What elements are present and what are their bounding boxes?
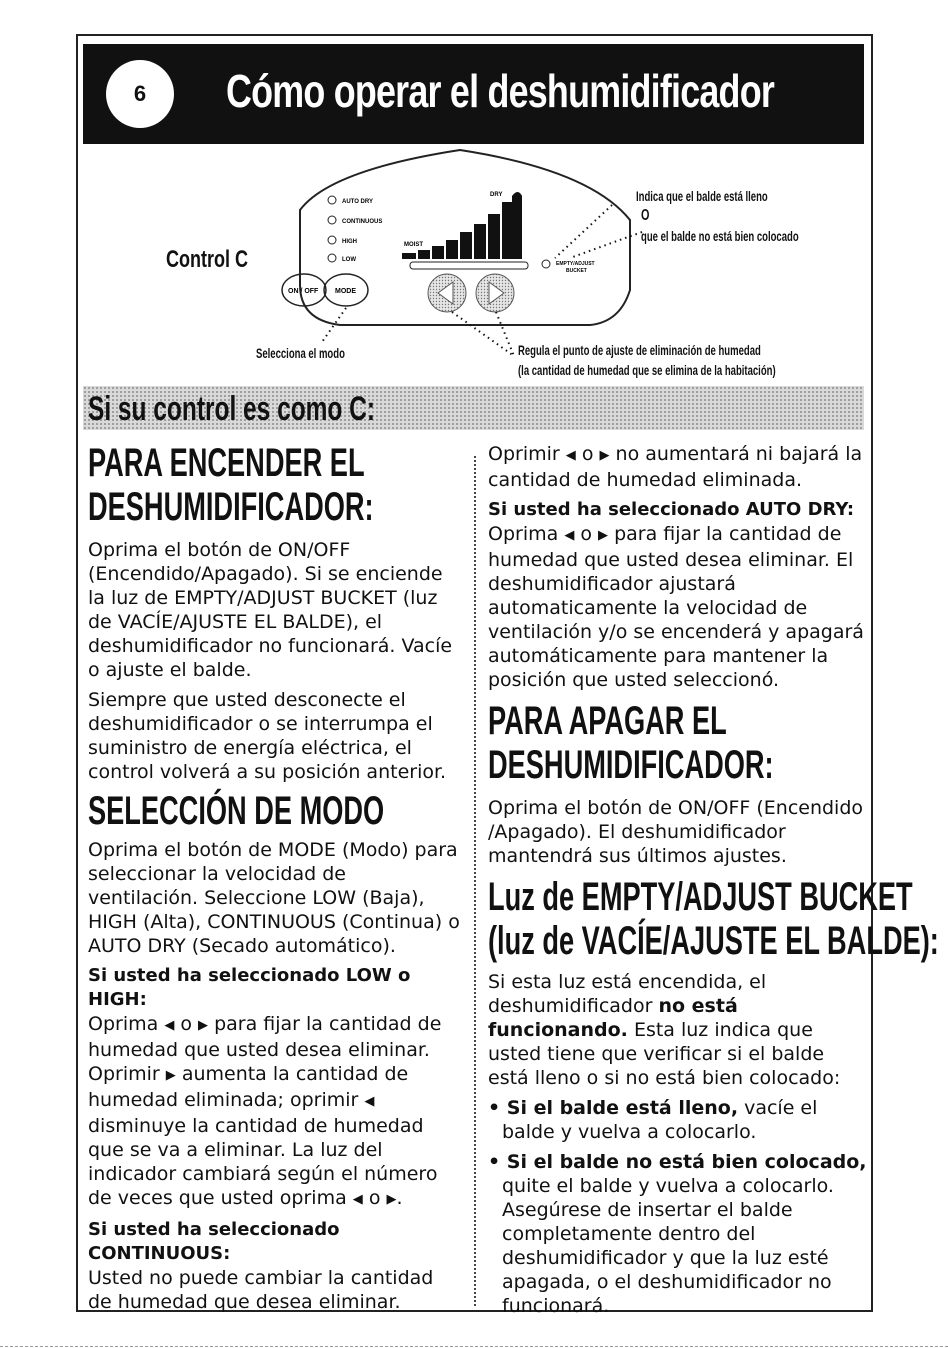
heading-mode-selection: SELECCIÓN DE MODO bbox=[88, 789, 385, 833]
left-arrow-icon: ◀ bbox=[565, 448, 576, 463]
paragraph-power-loss: Siempre que usted desconecte el deshumidificador o se interrumpa el suministro de energía eléctrica, el control volverá a su posición anterior. bbox=[88, 689, 447, 783]
bullet-bucket-not-placed: • Si el balde no está bien colocado, quite el balde y vuelva a colocarlo. Asegúrese de insertar el balde completamente dentro del deshumidificador y que la luz esté apagada, o el deshumidificador no funcionará. bbox=[488, 1151, 867, 1317]
column-divider bbox=[474, 456, 476, 1306]
paragraph-mode: Oprima el botón de MODE (Modo) para seleccionar la velocidad de ventilación. Seleccione LOW (Baja), HIGH (Alta), CONTINUOUS (Continua) o AUTO DRY (Secado automático). bbox=[88, 839, 460, 957]
paragraph-continuous: Usted no puede cambiar la cantidad de humedad que desea eliminar. bbox=[88, 1267, 434, 1313]
callout-or: O bbox=[641, 207, 650, 224]
paragraph-continuous-arrows: Oprimir ◀ o ▶ no aumentará ni bajará la cantidad de humedad eliminada. bbox=[488, 443, 863, 491]
paragraph-low-high: Oprima ◀ o ▶ para fijar la cantidad de humedad que usted desea eliminar. Oprimir ▶ aumenta la cantidad de humedad eliminada; oprimir ◀ disminuye la cantidad de humedad que se va a eliminar. La luz del indicador cambiará según el número de veces que usted oprima ◀ o ▶. bbox=[88, 1013, 442, 1209]
callout-bucket-not-placed: que el balde no está bien colocado bbox=[641, 228, 799, 244]
right-arrow-icon: ▶ bbox=[386, 1192, 397, 1207]
heading-turn-off-2: DESHUMIDIFICADOR: bbox=[488, 743, 774, 787]
heading-turn-on-1: PARA ENCENDER EL bbox=[88, 441, 365, 485]
control-panel-diagram bbox=[0, 0, 948, 400]
page-title: Cómo operar el deshumidificador bbox=[226, 65, 775, 117]
empty-adjust-label: EMPTY/ADJUST bbox=[556, 261, 595, 267]
left-arrow-icon: ◀ bbox=[352, 1192, 363, 1207]
left-column bbox=[88, 442, 460, 1320]
left-arrow-icon: ◀ bbox=[164, 1018, 175, 1033]
mode-label-auto-dry: AUTO DRY bbox=[342, 199, 374, 205]
section-title: Si su control es como C: bbox=[88, 390, 376, 428]
paragraph-turn-on: Oprima el botón de ON/OFF (Encendido/Apagado). Si se enciende la luz de EMPTY/ADJUST BUCKET (luz de VACÍE/AJUSTE EL BALDE), el deshumidificador no funcionará. Vacíe o ajuste el balde. bbox=[88, 539, 453, 681]
paragraph-empty-light: Si esta luz está encendida, el deshumidificador no está funcionando. Esta luz indica que usted tiene que verificar si el balde está lleno o si no está bien colocado: bbox=[488, 971, 841, 1089]
left-arrow-icon: ◀ bbox=[364, 1094, 375, 1109]
heading-turn-off-1: PARA APAGAR EL bbox=[488, 699, 727, 743]
mode-label-low: LOW bbox=[342, 257, 356, 263]
callout-setpoint: Regula el punto de ajuste de eliminación de humedad bbox=[518, 342, 761, 358]
right-arrow-icon: ▶ bbox=[165, 1068, 176, 1083]
right-arrow-icon: ▶ bbox=[599, 448, 610, 463]
callout-setpoint-detail: (la cantidad de humedad que se elimina de la habitación) bbox=[518, 362, 776, 378]
mode-button-label: MODE bbox=[335, 288, 356, 295]
callout-bucket-full: Indica que el balde está lleno bbox=[636, 188, 768, 204]
right-arrow-icon: ▶ bbox=[598, 528, 609, 543]
bucket-label: BUCKET bbox=[566, 268, 587, 274]
right-column bbox=[488, 442, 939, 1318]
dry-label: DRY bbox=[490, 192, 503, 198]
mode-label-continuous: CONTINUOUS bbox=[342, 219, 383, 225]
control-label: Control C bbox=[166, 246, 248, 273]
heading-empty-light-1: Luz de EMPTY/ADJUST BUCKET bbox=[488, 875, 913, 919]
bullet-bucket-full: • Si el balde está lleno, vacíe el balde y vuelva a colocarlo. bbox=[488, 1097, 818, 1143]
subheading-low-high: Si usted ha seleccionado LOW o HIGH: bbox=[88, 965, 411, 1010]
bottom-rule bbox=[0, 1346, 948, 1347]
heading-turn-on-2: DESHUMIDIFICADOR: bbox=[88, 485, 374, 529]
right-arrow-icon: ▶ bbox=[198, 1018, 209, 1033]
humidity-level-bars bbox=[402, 192, 522, 259]
paragraph-turn-off: Oprima el botón de ON/OFF (Encendido /Apagado). El deshumidificador mantendrá sus últimos ajustes. bbox=[488, 797, 864, 867]
heading-empty-light-2: (luz de VACÍE/AJUSTE EL BALDE): bbox=[488, 919, 939, 963]
mode-label-high: HIGH bbox=[342, 239, 357, 245]
paragraph-auto-dry: Oprima ◀ o ▶ para fijar la cantidad de humedad que usted desea eliminar. El deshumidificador ajustará automaticamente la velocidad de ventilación y/o se encenderá y apagará automáticamente para mantener la posición que usted seleccionó. bbox=[488, 523, 864, 691]
step-number: 6 bbox=[133, 81, 147, 106]
on-off-button-label: ON / OFF bbox=[288, 288, 319, 295]
subheading-continuous: Si usted ha seleccionado CONTINUOUS: bbox=[88, 1219, 340, 1264]
moist-label: MOIST bbox=[404, 242, 423, 248]
subheading-auto-dry: Si usted ha seleccionado AUTO DRY: bbox=[488, 499, 855, 520]
left-arrow-icon: ◀ bbox=[564, 528, 575, 543]
callout-select-mode: Selecciona el modo bbox=[256, 345, 345, 361]
